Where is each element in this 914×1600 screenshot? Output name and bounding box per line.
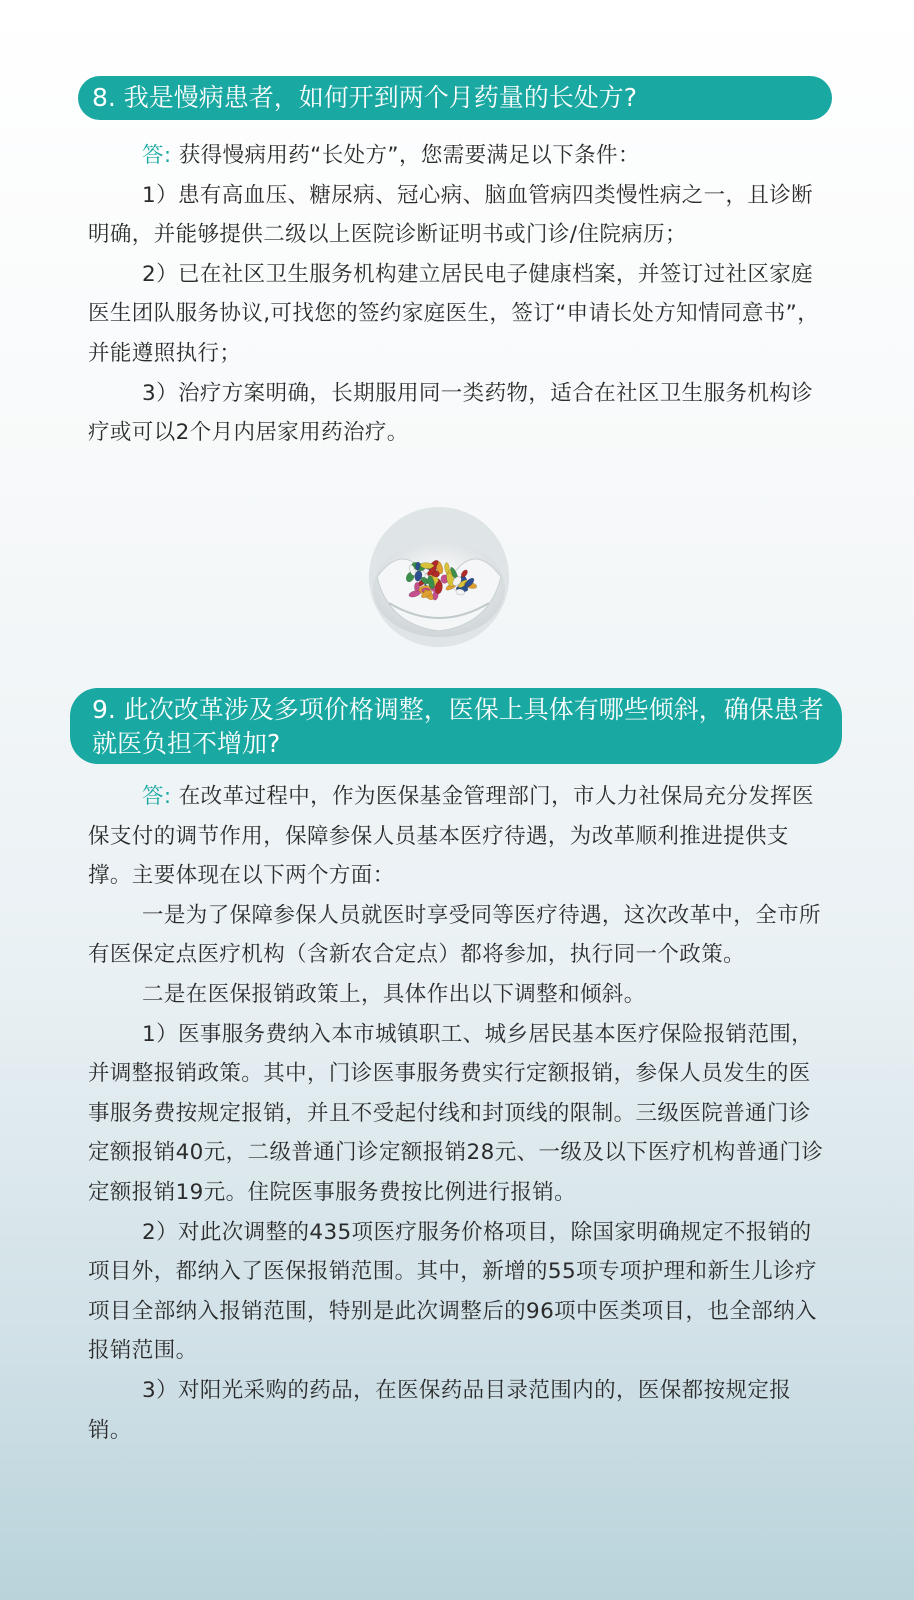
answer-intro-text: 获得慢病用药“长处方”，您需要满足以下条件： bbox=[171, 143, 640, 168]
condition-item-2: 2）已在社区卫生服务机构建立居民电子健康档案，并签订过社区家庭医生团队服务协议,可找您的签约家庭医生，签订“申请长处方知情同意书”，并能遵照执行； bbox=[88, 261, 820, 366]
answer-label: 答: bbox=[142, 143, 172, 168]
pill-capsule bbox=[414, 582, 420, 591]
answer-intro-text: 在改革过程中，作为医保基金管理部门，市人力社保局充分发挥医保支付的调节作用，保障参保人员基本医疗待遇，为改革顺利推进提供支撑。主要体现在以下两个方面： bbox=[88, 784, 814, 889]
question-8-answer bbox=[88, 136, 832, 453]
answer-intro-paragraph bbox=[88, 136, 832, 176]
adjustment-item-2: 2）对此次调整的435项医疗服务价格项目，除国家明确规定不报销的项目外，都纳入了医保报销范围。其中，新增的55项专项护理和新生儿诊疗项目全部纳入报销范围，特别是此次调整后的96项中医类项目，也全部纳入报销范围。 bbox=[88, 1219, 817, 1364]
question-8-heading bbox=[78, 76, 832, 120]
pills-illustration bbox=[369, 507, 509, 647]
question-9-title: 9. 此次改革涉及多项价格调整，医保上具体有哪些倾斜，确保患者就医负担不增加? bbox=[92, 695, 824, 758]
answer-label: 答: bbox=[142, 784, 172, 809]
pill-capsule bbox=[444, 562, 450, 573]
answer-intro-paragraph bbox=[88, 777, 832, 896]
question-8-title: 8. 我是慢病患者，如何开到两个月药量的长处方? bbox=[92, 83, 638, 112]
question-9-heading bbox=[70, 688, 842, 764]
condition-item-3: 3）治疗方案明确，长期服用同一类药物，适合在社区卫生服务机构诊疗或可以2个月内居家用药治疗。 bbox=[88, 380, 814, 446]
policy-point-1: 一是为了保障参保人员就医时享受同等医疗待遇，这次改革中，全市所有医保定点医疗机构（含新农合定点）都将参加，执行同一个政策。 bbox=[88, 902, 821, 968]
adjustment-item-1: 1）医事服务费纳入本市城镇职工、城乡居民基本医疗保险报销范围，并调整报销政策。其中，门诊医事服务费实行定额报销，参保人员发生的医事服务费按规定报销，并且不受起付线和封顶线的限制。三级医院普通门诊定额报销40元，二级普通门诊定额报销28元、一级及以下医疗机构普通门诊定额报销19元。住院医事服务费按比例进行报销。 bbox=[88, 1021, 824, 1205]
pills-in-gloved-hands-photo bbox=[369, 507, 509, 647]
adjustment-item-3: 3）对阳光采购的药品，在医保药品目录范围内的，医保都按规定报销。 bbox=[88, 1377, 792, 1443]
policy-point-2: 二是在医保报销政策上，具体作出以下调整和倾斜。 bbox=[142, 981, 646, 1007]
question-9-answer bbox=[88, 777, 832, 1450]
condition-item-1: 1）患有高血压、糖尿病、冠心病、脑血管病四类慢性病之一，且诊断明确，并能够提供二级以上医院诊断证明书或门诊/住院病历； bbox=[88, 182, 814, 248]
